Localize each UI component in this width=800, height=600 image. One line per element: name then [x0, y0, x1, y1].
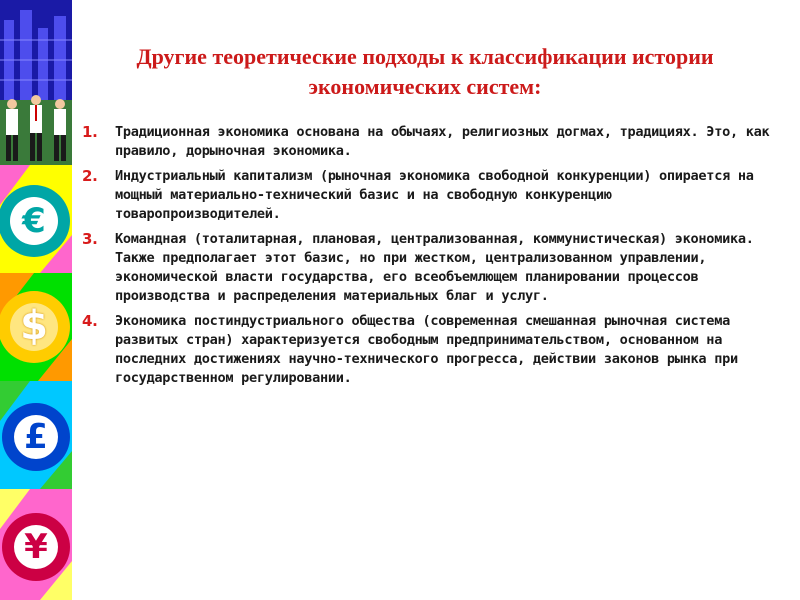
- slide-title: Другие теоретические подходы к классификации истории экономических систем:: [136, 44, 714, 99]
- list-item-text: Экономика постиндустриального общества (современная смешанная рыночная система развитых стран) характеризуется свободным предпринимательством, основанном на последних достижениях научно-технического прогресса, действии законов рынка при государственном регулировании.: [115, 313, 738, 386]
- yen-icon: ¥: [24, 527, 48, 567]
- list-item-text: Индустриальный капитализм (рыночная экономика свободной конкуренции) опирается на мощный материально-технический базис и на свободную конкуренцию товаропроизводителей.: [115, 168, 754, 222]
- yen-tile: [0, 489, 72, 600]
- euro-icon: €: [22, 201, 46, 241]
- pound-icon: £: [24, 417, 48, 457]
- list-item-text: Командная (тоталитарная, плановая, централизованная, коммунистическая) экономика. Также предполагает этот базис, но при жестком, централизованном управлении, экономической власти государства, его всеобъемлющем планировании процессов производства и распределения материальных благ и услуг.: [115, 231, 754, 304]
- list-item-number: 3.: [82, 230, 98, 248]
- classification-list: [82, 123, 782, 394]
- list-item-number: 1.: [82, 123, 98, 141]
- list-item: [82, 123, 782, 161]
- list-item-number: 2.: [82, 167, 98, 185]
- list-item: [82, 312, 782, 388]
- pound-tile: [0, 381, 72, 489]
- dollar-icon: $: [20, 303, 48, 349]
- list-item: [82, 230, 782, 306]
- dollar-tile: [0, 273, 72, 381]
- euro-tile: [0, 165, 72, 273]
- business-people-banner: [0, 0, 72, 165]
- list-item-text: Традиционная экономика основана на обычаях, религиозных догмах, традициях. Это, как правило, дорыночная экономика.: [115, 124, 770, 159]
- list-item: [82, 167, 782, 224]
- list-item-number: 4.: [82, 312, 98, 330]
- decorative-sidebar: [0, 0, 72, 600]
